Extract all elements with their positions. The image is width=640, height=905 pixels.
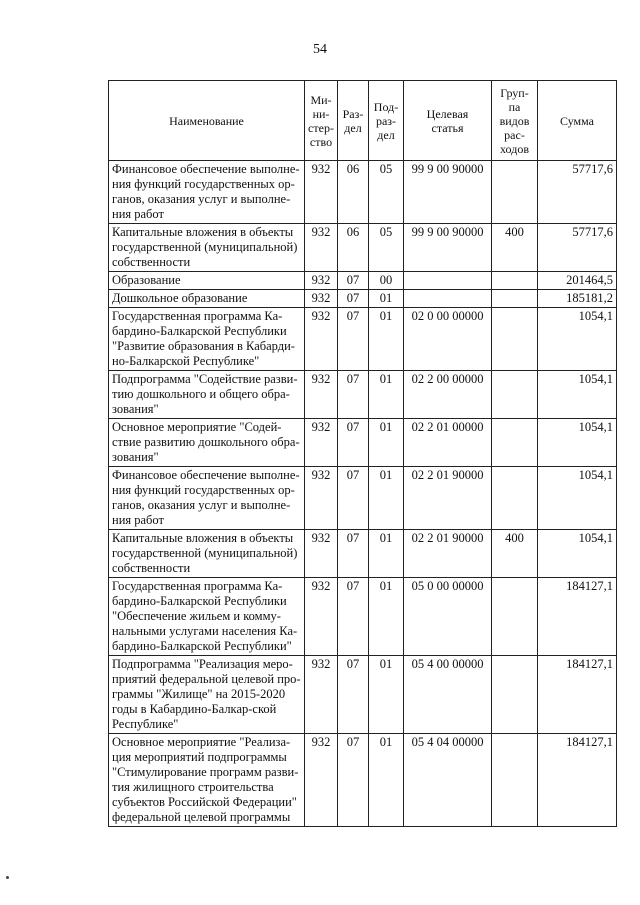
cell-group: [492, 419, 538, 467]
header-name: Наименование: [109, 81, 305, 161]
cell-name: Основное мероприятие "Реализа-ция мероприятий подпрограммы "Стимулирование программ разви-тия жилищного строительства субъектов Российской Федерации" федеральной целевой программы: [109, 734, 305, 827]
table-row: [109, 272, 617, 290]
cell-target: 05 4 00 00000: [404, 656, 492, 734]
cell-section: 07: [338, 656, 369, 734]
header-ministry: Ми- ни- стер- ство: [305, 81, 338, 161]
cell-sum: 184127,1: [538, 656, 617, 734]
table-row: [109, 734, 617, 827]
cell-subsection: 01: [369, 734, 404, 827]
cell-ministry: 932: [305, 308, 338, 371]
cell-target: [404, 272, 492, 290]
cell-sum: 1054,1: [538, 467, 617, 530]
table-row: [109, 224, 617, 272]
page-number: 54: [313, 42, 327, 57]
cell-section: 06: [338, 161, 369, 224]
cell-target: 05 4 04 00000: [404, 734, 492, 827]
cell-name: Основное мероприятие "Содей-ствие развитию дошкольного обра-зования": [109, 419, 305, 467]
cell-group: [492, 578, 538, 656]
cell-group: 400: [492, 224, 538, 272]
table-row: [109, 578, 617, 656]
cell-section: 06: [338, 224, 369, 272]
cell-sum: 1054,1: [538, 308, 617, 371]
cell-subsection: 01: [369, 578, 404, 656]
cell-group: [492, 734, 538, 827]
cell-section: 07: [338, 371, 369, 419]
cell-target: 02 2 00 00000: [404, 371, 492, 419]
table-row: [109, 161, 617, 224]
cell-sum: 1054,1: [538, 419, 617, 467]
table-row: [109, 308, 617, 371]
cell-ministry: 932: [305, 224, 338, 272]
cell-name: Финансовое обеспечение выполне-ния функций государственных ор-ганов, оказания услуг и выполне-ния работ: [109, 467, 305, 530]
cell-group: [492, 467, 538, 530]
cell-subsection: 01: [369, 530, 404, 578]
cell-target: 02 2 01 90000: [404, 467, 492, 530]
header-group: Груп- па видов рас- ходов: [492, 81, 538, 161]
cell-section: 07: [338, 467, 369, 530]
budget-table: [108, 80, 617, 827]
cell-subsection: 01: [369, 419, 404, 467]
cell-group: [492, 272, 538, 290]
cell-sum: 185181,2: [538, 290, 617, 308]
cell-target: [404, 290, 492, 308]
cell-name: Подпрограмма "Реализация меро-приятий федеральной целевой про-граммы "Жилище" на 2015-2020 годы в Кабардино-Балкар-ской Республике": [109, 656, 305, 734]
header-sum: Сумма: [538, 81, 617, 161]
cell-ministry: 932: [305, 467, 338, 530]
table-body: [109, 161, 617, 827]
table-row: [109, 467, 617, 530]
cell-ministry: 932: [305, 272, 338, 290]
cell-target: 02 2 01 00000: [404, 419, 492, 467]
cell-section: 07: [338, 578, 369, 656]
scan-mark: [6, 876, 9, 879]
cell-section: 07: [338, 530, 369, 578]
cell-subsection: 01: [369, 467, 404, 530]
cell-sum: 201464,5: [538, 272, 617, 290]
cell-subsection: 01: [369, 290, 404, 308]
cell-subsection: 05: [369, 224, 404, 272]
cell-ministry: 932: [305, 656, 338, 734]
cell-name: Подпрограмма "Содействие разви-тию дошкольного и общего обра-зования": [109, 371, 305, 419]
cell-target: 05 0 00 00000: [404, 578, 492, 656]
cell-section: 07: [338, 419, 369, 467]
cell-subsection: 01: [369, 371, 404, 419]
table-row: [109, 371, 617, 419]
cell-subsection: 01: [369, 656, 404, 734]
cell-group: [492, 290, 538, 308]
cell-name: Капитальные вложения в объекты государственной (муниципальной) собственности: [109, 224, 305, 272]
cell-section: 07: [338, 734, 369, 827]
table-row: [109, 530, 617, 578]
cell-group: [492, 161, 538, 224]
cell-target: 99 9 00 90000: [404, 161, 492, 224]
cell-ministry: 932: [305, 734, 338, 827]
cell-target: 99 9 00 90000: [404, 224, 492, 272]
cell-name: Государственная программа Ка-бардино-Балкарской Республики "Развитие образования в Кабарди-но-Балкарской Республике": [109, 308, 305, 371]
cell-ministry: 932: [305, 161, 338, 224]
cell-subsection: 00: [369, 272, 404, 290]
cell-section: 07: [338, 272, 369, 290]
cell-ministry: 932: [305, 530, 338, 578]
cell-sum: 1054,1: [538, 371, 617, 419]
cell-sum: 57717,6: [538, 224, 617, 272]
cell-target: 02 2 01 90000: [404, 530, 492, 578]
header-target: Целевая статья: [404, 81, 492, 161]
cell-group: [492, 656, 538, 734]
cell-ministry: 932: [305, 578, 338, 656]
cell-name: Финансовое обеспечение выполне-ния функций государственных ор-ганов, оказания услуг и выполне-ния работ: [109, 161, 305, 224]
cell-sum: 184127,1: [538, 734, 617, 827]
cell-subsection: 01: [369, 308, 404, 371]
cell-target: 02 0 00 00000: [404, 308, 492, 371]
cell-ministry: 932: [305, 419, 338, 467]
table-row: [109, 419, 617, 467]
header-section: Раз- дел: [338, 81, 369, 161]
cell-ministry: 932: [305, 290, 338, 308]
cell-name: Дошкольное образование: [109, 290, 305, 308]
cell-section: 07: [338, 290, 369, 308]
header-subsection: Под- раз- дел: [369, 81, 404, 161]
cell-group: [492, 308, 538, 371]
table-row: [109, 290, 617, 308]
cell-section: 07: [338, 308, 369, 371]
cell-sum: 57717,6: [538, 161, 617, 224]
table-row: [109, 656, 617, 734]
table-header-row: [109, 81, 617, 161]
cell-name: Капитальные вложения в объекты государственной (муниципальной) собственности: [109, 530, 305, 578]
cell-group: 400: [492, 530, 538, 578]
cell-group: [492, 371, 538, 419]
cell-sum: 184127,1: [538, 578, 617, 656]
cell-name: Государственная программа Ка-бардино-Балкарской Республики "Обеспечение жильем и комму-нальными услугами населения Ка-бардино-Балкарской Республики": [109, 578, 305, 656]
cell-sum: 1054,1: [538, 530, 617, 578]
cell-ministry: 932: [305, 371, 338, 419]
cell-subsection: 05: [369, 161, 404, 224]
cell-name: Образование: [109, 272, 305, 290]
